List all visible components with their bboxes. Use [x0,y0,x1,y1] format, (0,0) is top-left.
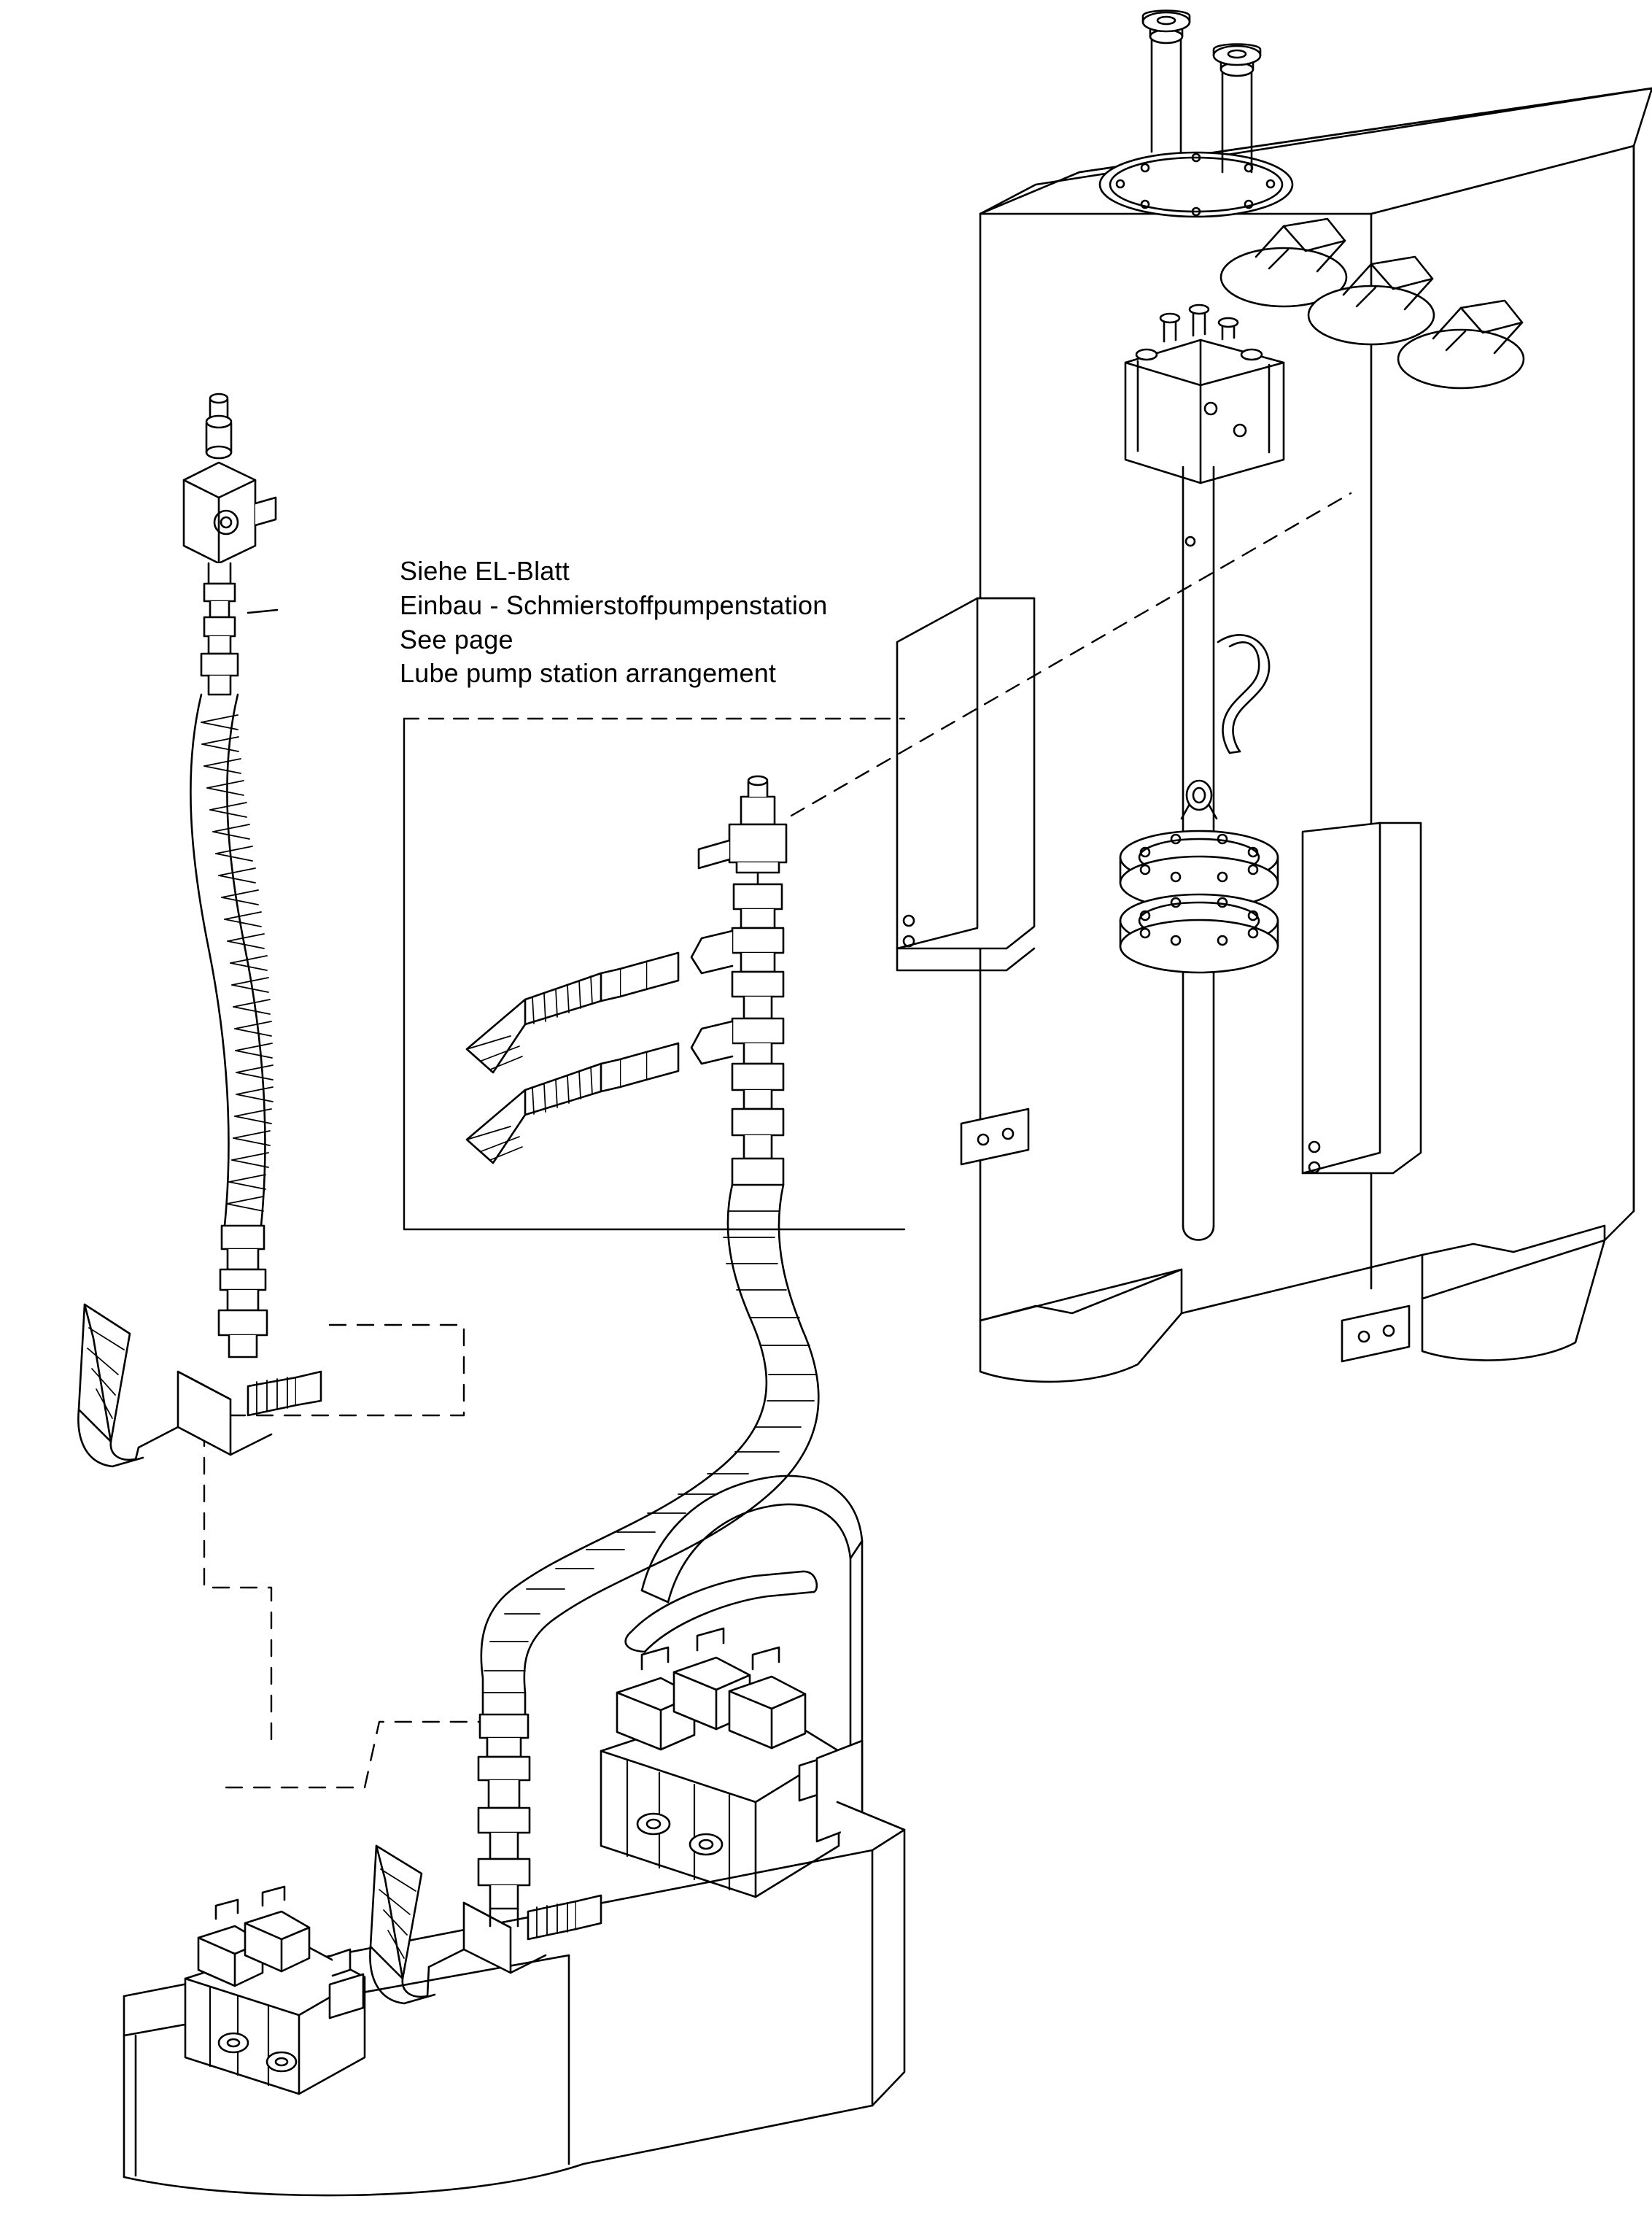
tank-top-plate [1100,152,1292,217]
twin-flange-filter [1120,831,1278,973]
left-upper-fittings [201,563,277,695]
center-main-hose [481,1185,819,1715]
center-top-fitting [699,776,786,884]
callout-note [400,554,954,691]
left-lower-fittings [78,1226,321,1466]
note-line-en-1: See page [400,624,513,654]
center-lower-fittings [478,1715,530,1909]
dashed-route [204,1325,487,1787]
note-line-en-2: Lube pump station arrangement [400,658,777,689]
left-upper-valve [184,394,276,563]
distributor-block-left [185,1887,365,2094]
center-branch-upper [467,931,732,1072]
note-line-de-1: Siehe EL-Blatt [400,556,570,586]
center-fitting-stack [732,884,783,1185]
left-braided-hose [190,695,273,1226]
note-line-de-2: Einbau - Schmierstoffpumpenstation [400,589,828,620]
right-side-panel [1303,823,1421,1173]
